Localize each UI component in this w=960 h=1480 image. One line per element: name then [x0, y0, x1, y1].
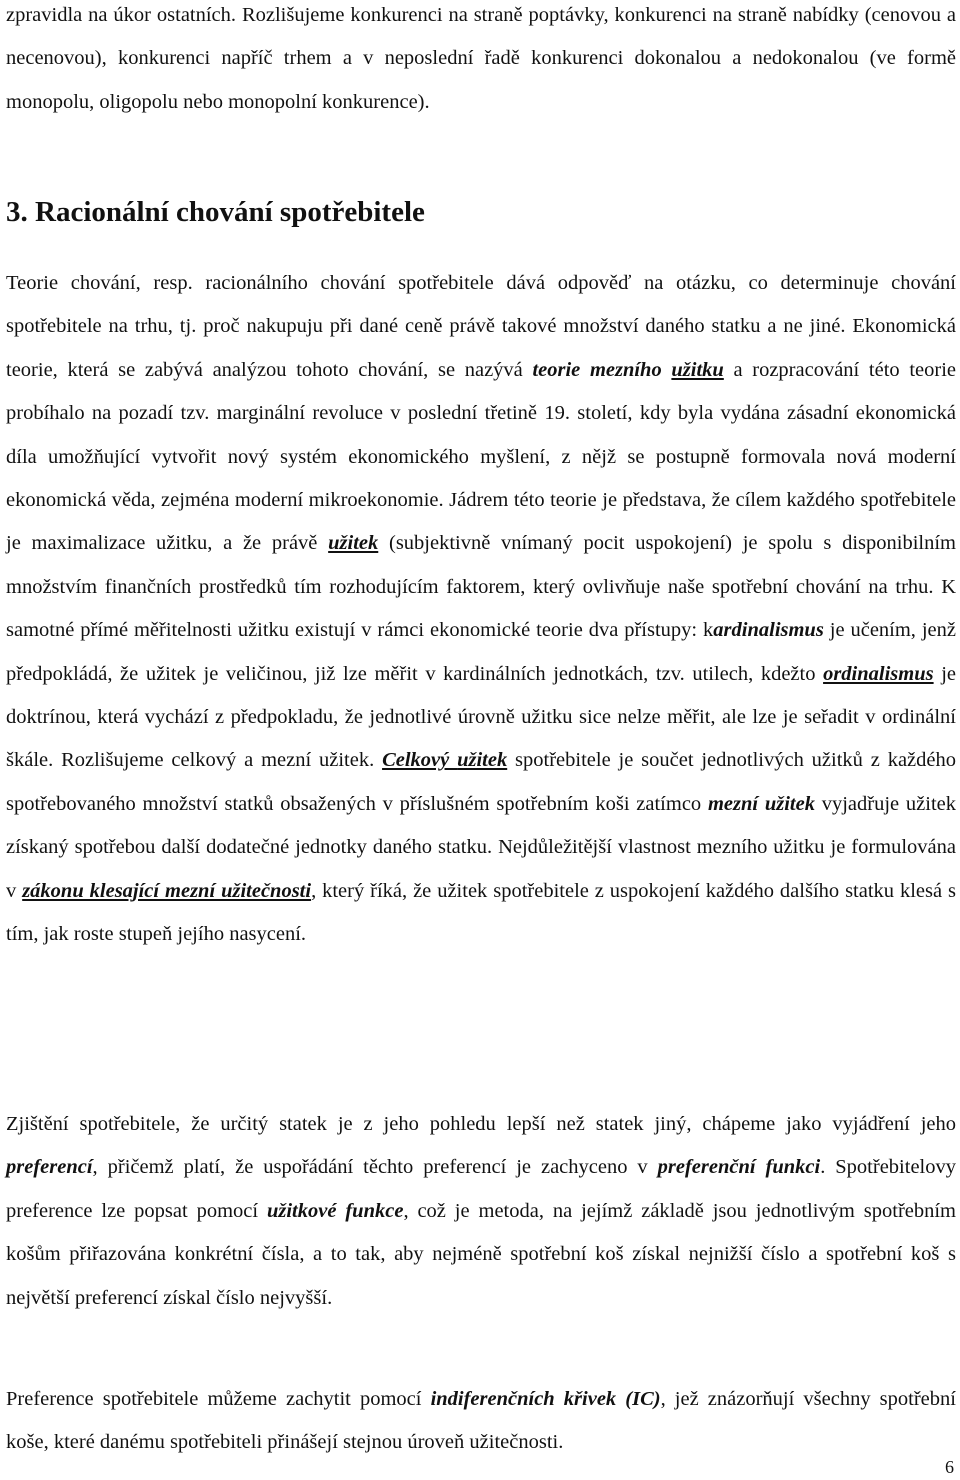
- text-run: vyjadřuje užitek získaný spotřebou další dodatečné jednotky daného statku. Nejdůležitější vlastnost mezního užitku je formulována v: [6, 792, 956, 902]
- text-run: Zjištění spotřebitele, že určitý statek je z jeho pohledu lepší než statek jiný, chápeme jako vyjádření jeho: [6, 1113, 956, 1135]
- preferences-paragraph: [6, 1103, 956, 1320]
- text-run: Teorie chování, resp. racionálního chování spotřebitele dává odpověď na otázku, co determinuje chování spotřebitele na trhu, tj. proč nakupuju při dané ceně právě takové množství daného statku a ne jiné. Ekonomická teorie, která se zabývá analýzou tohoto chování, se nazývá: [6, 272, 956, 381]
- term-ordinalism: ordinalismus: [823, 662, 934, 685]
- term-preferences: preferencí: [6, 1156, 93, 1179]
- consumer-theory-paragraph: [6, 262, 956, 957]
- term-part: teorie mezního: [532, 358, 672, 381]
- term-preference-function: preferenční funkci: [657, 1156, 821, 1179]
- intro-paragraph: zpravidla na úkor ostatních. Rozlišujeme konkurenci na straně poptávky, konkurenci na straně nabídky (cenovou a necenovou), konkurenci napříč trhem a v neposlední řadě konkurenci dokonalou a nedokonalou (ve formě monopolu, oligopolu nebo monopolní konkurence).: [6, 4, 956, 113]
- term-part-underlined: Celkový: [382, 749, 458, 772]
- term-marginal-utility: mezní užitek: [707, 792, 815, 815]
- text-run: a rozpracování této teorie probíhalo na pozadí tzv. marginální revoluce v poslední třetině 19. století, kdy byla vydána zásadní ekonomická díla umožňující vytvořit nový systém ekonomického myšlení, z nějž se postupně formovala nová moderní ekonomická věda, zejména moderní mikroekonomie. Jádrem této teorie je představa, že cílem každého spotřebitele je maximalizace užitku, a že právě: [6, 358, 956, 555]
- section-heading: 3. Racionální chování spotřebitele: [6, 196, 425, 228]
- term-total-utility: [382, 749, 507, 771]
- term-part-underlined: užitku: [671, 358, 724, 381]
- term-cardinalism: ardinalismus: [713, 619, 824, 642]
- term-indifference-curves: indiferenčních křivek (IC): [430, 1388, 661, 1410]
- text-run: Preference spotřebitele můžeme zachytit pomocí: [6, 1388, 431, 1410]
- term-utility-function: užitkové funkce: [266, 1199, 404, 1222]
- term-utility: užitek: [328, 532, 379, 555]
- text-run: , který říká, že užitek spotřebitele z uspokojení každého dalšího statku klesá s tím, jak roste stupeň jejího nasycení.: [6, 879, 956, 946]
- text-run: spotřebitele je součet jednotlivých užitků z každého spotřebovaného množství statků obsažených v příslušném spotřebním koši zatímco: [6, 749, 956, 815]
- indifference-curves-paragraph: [6, 1378, 956, 1465]
- text-run: , což je metoda, na jejímž základě jsou jednotlivým spotřebním košům přiřazována konkrétní čísla, a to tak, aby nejméně spotřební koš získal nejnižší číslo a spotřební koš s největší preferencí získal číslo nejvyšší.: [6, 1199, 957, 1309]
- text-run: (subjektivně vnímaný pocit uspokojení) je spolu s disponibilním množstvím finančních prostředků tím rozhodujícím faktorem, který ovlivňuje naše spotřební chování na trhu. K samotné přímé měřitelnosti užitku existují v rámci ekonomické teorie dva přístupy: k: [6, 532, 956, 642]
- term-law-diminishing-utility: zákonu klesající mezní užitečnosti: [22, 879, 312, 902]
- text-run: , přičemž platí, že uspořádání těchto preferencí je zachyceno v: [92, 1156, 658, 1179]
- text-run: . Spotřebitelovy preference lze popsat pomocí: [6, 1156, 956, 1222]
- term-part-underlined: užitek: [457, 749, 508, 772]
- text-run: je učením, jenž předpokládá, že užitek je veličinou, již lze měřit v kardinálních jednotkách, tzv. utilech, kdežto: [6, 619, 956, 685]
- term-marginal-utility-theory: [532, 359, 723, 381]
- text-run: je doktrínou, která vychází z předpokladu, že jednotlivé úrovně užitku sice nelze měřit, ale lze je seřadit v ordinální škále. Rozlišujeme celkový a mezní užitek.: [6, 662, 956, 772]
- text-run: , jež znázorňují všechny spotřební koše, které danému spotřebiteli přinášejí stejnou úroveň užitečnosti.: [6, 1388, 956, 1454]
- page-number: 6: [945, 1457, 954, 1477]
